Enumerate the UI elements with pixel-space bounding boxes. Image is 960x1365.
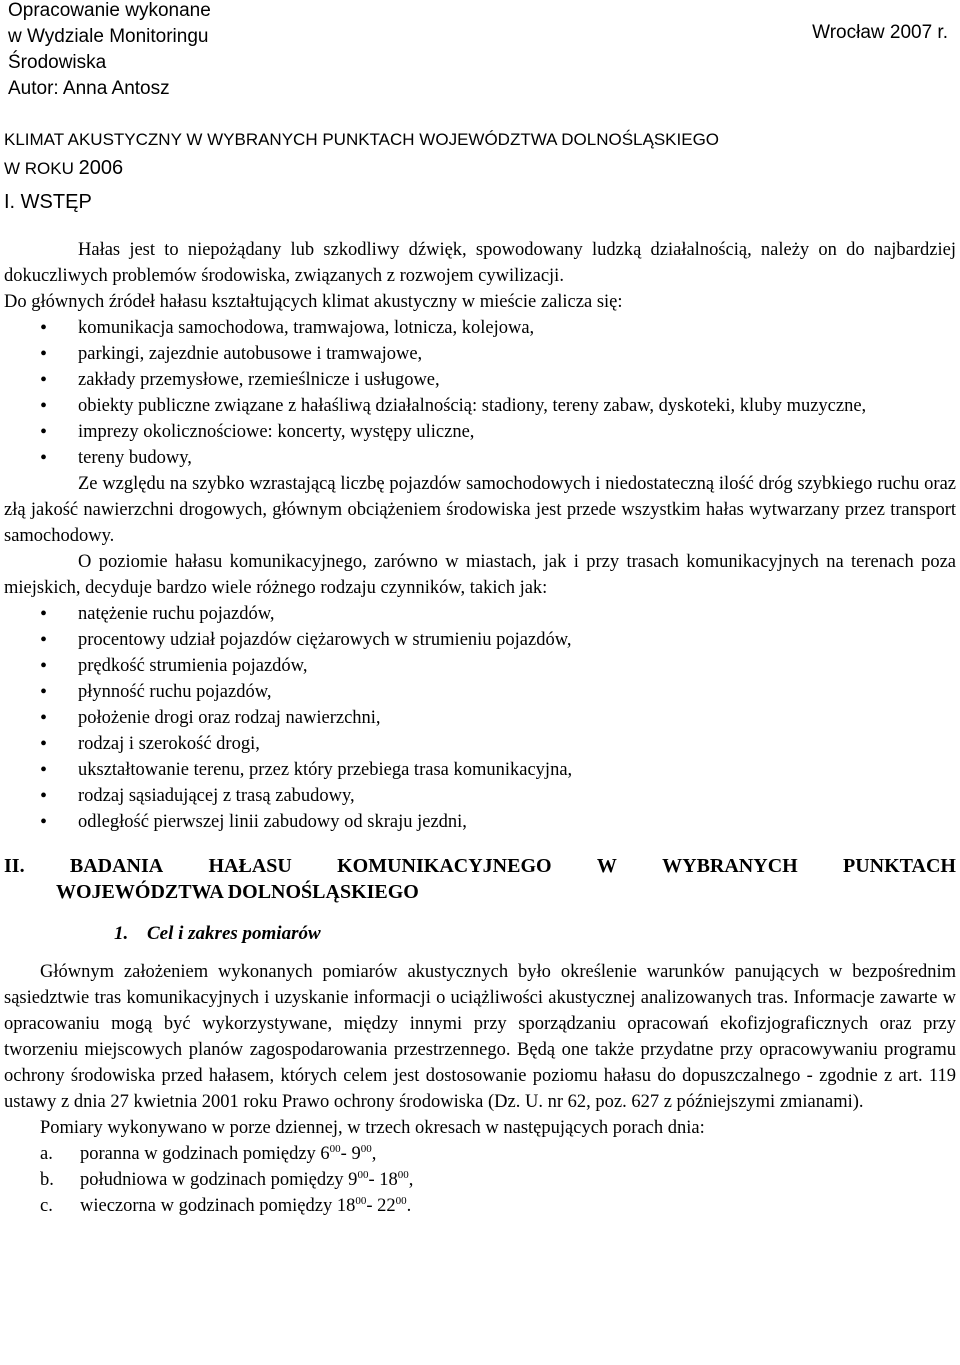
author-line: Opracowanie wykonane [8,0,211,21]
paragraph: Pomiary wykonywano w porze dziennej, w trzech okresach w następujących porach dnia: [40,1118,705,1138]
heading-word: KOMUNIKACYJNEGO [337,855,552,877]
list-item: • położenie drogi oraz rodzaj nawierzchni, [4,705,956,731]
heading-word: PUNKTACH [842,855,956,877]
period-letter: c. [40,1196,53,1216]
period-end: , [408,1170,414,1190]
document-title [4,126,956,183]
period-mid: - 22 [366,1196,396,1216]
title-year: 2006 [78,157,124,179]
subsection-title: Cel i zakres pomiarów [147,923,321,944]
title-line-2 [4,154,956,183]
title-line-1: KLIMAT AKUSTYCZNY W WYBRANYCH PUNKTACH WOJEWÓDZTWA DOLNOŚLĄSKIEGO [4,130,720,149]
list-item: • obiekty publiczne związane z hałaśliwą działalnością: stadiony, tereny zabaw, dyskoteki, kluby muzyczne, [4,393,956,419]
period-text: poranna w godzinach pomiędzy 6 [80,1144,330,1164]
hour-sup: 00 [355,1194,367,1207]
list-item: • odległość pierwszej linii zabudowy od skraju jezdni, [4,809,956,835]
hour-sup: 00 [395,1194,407,1207]
hour-sup: 00 [397,1168,409,1181]
heading-word: WYBRANYCH [662,855,798,877]
period-item [4,1141,956,1167]
list-item: • płynność ruchu pojazdów, [4,679,956,705]
paragraph: Ze względu na szybko wzrastającą liczbę pojazdów samochodowych i niedostateczną ilość dróg szybkiego ruchu oraz złą jakość nawierzchni drogowych, głównym obciążeniem środowiska jest przede wszystkim hałas wytwarzany przez transport samochodowy. [4,474,956,546]
paragraph: O poziomie hałasu komunikacyjnego, zarówno w miastach, jak i przy trasach komunikacyjnych na terenach poza miejskich, decyduje bardzo wiele różnego rodzaju czynników, takich jak: [4,552,956,598]
heading-line-2: WOJEWÓDZTWA DOLNOŚLĄSKIEGO [56,881,419,903]
period-letter: b. [40,1170,54,1190]
title-prefix: W ROKU [4,159,74,178]
list-item: • komunikacja samochodowa, tramwajowa, lotnicza, kolejowa, [4,315,956,341]
subsection-number: 1. [114,923,129,944]
section-2-heading [4,853,956,905]
hour-sup: 00 [329,1142,341,1155]
list-item: • procentowy udział pojazdów ciężarowych w strumieniu pojazdów, [4,627,956,653]
heading-word: W [596,855,617,877]
noise-sources-list [4,315,956,471]
section-1-heading: I. WSTĘP [4,191,92,213]
place-date: Wrocław 2007 r. [812,22,948,43]
list-item: • ukształtowanie terenu, przez który przebiega trasa komunikacyjna, [4,757,956,783]
period-text: wieczorna w godzinach pomiędzy 18 [80,1196,356,1216]
paragraph: Głównym założeniem wykonanych pomiarów akustycznych było określenie warunków panujących w bezpośrednim sąsiedztwie tras komunikacyjnych i uzyskanie informacji o uciążliwości akustycznej analizowanych tras. Informacje zawarte w opracowaniu mogą być wykorzystywane, między innymi przy sporządzaniu opracowań ekofizjograficznych oraz przy tworzeniu miejscowych planów zagospodarowania przestrzennego. Będą one także przydatne przy opracowywaniu programu ochrony środowiska przed hałasem, których celem jest dostosowanie poziomu hałasu do dopuszczalnego - zgodnie z art. 119 ustawy z dnia 27 kwietnia 2001 roku Prawo ochrony środowiska (Dz. U. nr 62, poz. 627 z późniejszymi zmianami). [4,962,956,1112]
list-item: • prędkość strumienia pojazdów, [4,653,956,679]
period-item [4,1167,956,1193]
paragraph: Hałas jest to niepożądany lub szkodliwy dźwięk, spowodowany ludzką działalnością, należy on do najbardziej dokuczliwych problemów środowiska, związanych z rozwojem cywilizacji. [4,240,956,286]
heading-word: HAŁASU [208,855,292,877]
period-end: , [371,1144,377,1164]
section-1-body [4,237,956,835]
heading-line-1 [4,853,956,879]
heading-number: II. [4,855,25,877]
period-item [4,1193,956,1219]
list-item: • zakłady przemysłowe, rzemieślnicze i usługowe, [4,367,956,393]
paragraph: Do głównych źródeł hałasu kształtujących klimat akustyczny w mieście zalicza się: [4,292,623,312]
section-2-body [4,959,956,1219]
subsection-heading [114,921,956,947]
period-letter: a. [40,1144,53,1164]
author-line: Środowiska [8,52,107,73]
list-item: • natężenie ruchu pojazdów, [4,601,956,627]
list-item: • imprezy okolicznościowe: koncerty, występy uliczne, [4,419,956,445]
author-line: Autor: Anna Antosz [8,78,170,99]
periods-list [4,1141,956,1219]
period-text: południowa w godzinach pomiędzy 9 [80,1170,358,1190]
list-item: • tereny budowy, [4,445,956,471]
noise-factors-list [4,601,956,835]
author-line: w Wydziale Monitoringu [8,26,209,47]
list-item: • parkingi, zajezdnie autobusowe i tramwajowe, [4,341,956,367]
period-mid: - 9 [340,1144,361,1164]
period-mid: - 18 [368,1170,398,1190]
list-item: • rodzaj i szerokość drogi, [4,731,956,757]
list-item: • rodzaj sąsiadującej z trasą zabudowy, [4,783,956,809]
document-header [4,0,956,104]
hour-sup: 00 [357,1168,369,1181]
period-end: . [406,1196,412,1216]
author-block [8,0,211,102]
hour-sup: 00 [360,1142,372,1155]
heading-word: BADANIA [69,855,164,877]
